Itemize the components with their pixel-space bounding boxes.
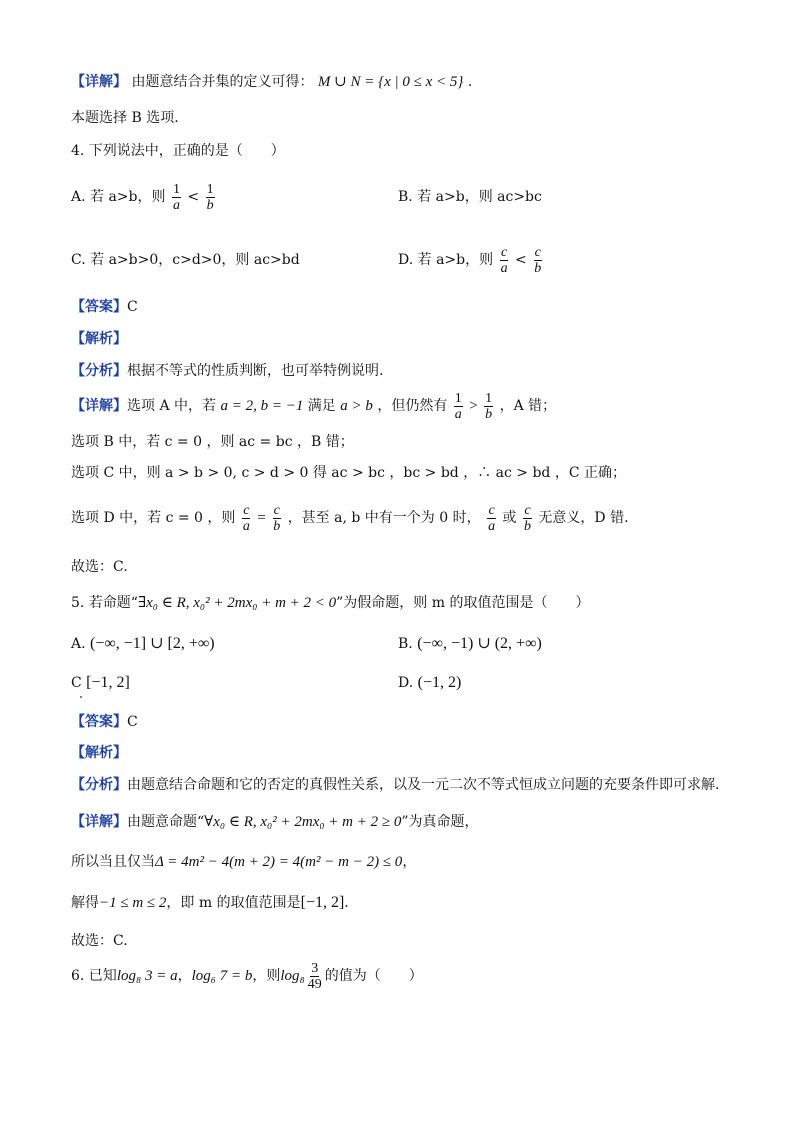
option-text: 若 a>b，则 ac>bc bbox=[417, 189, 542, 205]
option-formula: [−1, 2] bbox=[86, 674, 130, 691]
period: . bbox=[467, 74, 473, 90]
option-text: 若 a>b，则 bbox=[417, 252, 494, 268]
stem-text: 6. 已知 bbox=[71, 968, 117, 984]
analysis-text: 根据不等式的性质判断，也可举特例说明. bbox=[127, 363, 384, 379]
q4-detail-c: 选项 C 中，则 a > b > 0, c > d > 0 得 ac > bc ，bc > bd ，∴ ac > bd ，C 正确； bbox=[71, 465, 626, 481]
q4-choose: 故选：C. bbox=[71, 559, 128, 575]
option-letter: D. bbox=[398, 675, 414, 691]
q5-detail bbox=[71, 812, 479, 832]
answer-value: C bbox=[127, 714, 138, 730]
analysis-tag: 【解析】 bbox=[71, 331, 127, 347]
option-letter: B. bbox=[398, 189, 413, 205]
detail-text: 或 bbox=[502, 510, 517, 526]
q4-detail-b: 选项 B 中，若 c = 0 ，则 ac = bc ，B 错； bbox=[71, 434, 354, 450]
stem-text: 5. 若命题“ bbox=[71, 595, 138, 611]
formula: log₆ 7 = b bbox=[191, 968, 253, 984]
fraction-1-over-b: $\frac{1}{b}$ bbox=[206, 181, 214, 213]
q5-answer bbox=[71, 712, 138, 732]
detail-text: 无意义，D 错. bbox=[538, 510, 629, 526]
q5-option-c bbox=[71, 673, 130, 693]
option-text: 若 a>b，则 bbox=[90, 189, 166, 205]
detail-text: ，即 m 的取值范围是 bbox=[166, 895, 301, 911]
fraction-c-over-b: $\frac{c}{b}$ bbox=[534, 244, 542, 276]
formula: ∃x₀ ∈ R, x₀² + 2mx₀ + m + 2 < 0 bbox=[137, 595, 337, 611]
analysis-sub-tag: 【分析】 bbox=[71, 363, 127, 379]
formula: Δ = 4m² − 4(m + 2) = 4(m² − m − 2) ≤ 0 bbox=[155, 854, 403, 870]
fraction-c-over-a: $\frac{c}{a}$ bbox=[488, 502, 496, 534]
union-formula: M ∪ N = {x | 0 ≤ x < 5} bbox=[317, 74, 464, 90]
detail-text: ”为真命题， bbox=[401, 814, 479, 830]
detail-text: 选项 A 中，若 bbox=[127, 398, 217, 414]
q5-choose: 故选：C. bbox=[71, 933, 128, 949]
fraction-c-over-a: $\frac{c}{a}$ bbox=[242, 502, 250, 534]
analysis-text: 由题意结合命题和它的否定的真假性关系，以及一元二次不等式恒成立问题的充要条件即可求解. bbox=[127, 777, 720, 793]
option-letter: B. bbox=[398, 636, 413, 652]
q4-option-d bbox=[398, 243, 544, 277]
formula: log₈ bbox=[280, 968, 305, 984]
stem-text: 的值为（ ） bbox=[324, 968, 423, 984]
question-6-stem bbox=[71, 958, 423, 994]
option-letter: A. bbox=[71, 636, 86, 652]
stem-text: ，则 bbox=[252, 968, 281, 984]
q5-analysis-line bbox=[71, 775, 719, 795]
detail-tag: 【详解】 bbox=[71, 814, 127, 830]
stray-dot bbox=[80, 696, 82, 698]
analysis-tag: 【解析】 bbox=[71, 745, 127, 761]
fraction-c-over-b: $\frac{c}{b}$ bbox=[273, 502, 281, 534]
detail-text: 由题意结合并集的定义可得： bbox=[131, 74, 314, 90]
answer-tag: 【答案】 bbox=[71, 299, 127, 315]
detail-text: ， bbox=[402, 854, 417, 870]
detail-text: . bbox=[344, 895, 349, 911]
option-letter: D. bbox=[398, 252, 414, 268]
option-formula: (−∞, −1) ∪ (2, +∞) bbox=[417, 635, 542, 652]
detail-line-union bbox=[71, 72, 472, 92]
detail-text: ，A 错； bbox=[499, 398, 557, 414]
fraction-1-over-a: $\frac{1}{a}$ bbox=[454, 390, 462, 422]
detail-text: 所以当且仅当 bbox=[71, 854, 155, 870]
less-than: < bbox=[515, 252, 527, 268]
q5-analysis-tag bbox=[71, 743, 127, 763]
option-formula: (−∞, −1] ∪ [2, +∞) bbox=[90, 635, 215, 652]
q5-option-b bbox=[398, 634, 542, 654]
answer-tag: 【答案】 bbox=[71, 714, 127, 730]
q5-option-d bbox=[398, 673, 461, 693]
formula: ∀x₀ ∈ R, x₀² + 2mx₀ + m + 2 ≥ 0 bbox=[204, 814, 402, 830]
formula: [−1, 2] bbox=[300, 894, 345, 911]
less-than: < bbox=[187, 189, 200, 205]
option-letter: C. bbox=[71, 252, 86, 268]
q4-option-c bbox=[71, 250, 300, 270]
formula: −1 ≤ m ≤ 2 bbox=[99, 895, 167, 911]
detail-tag: 【详解】 bbox=[71, 74, 127, 90]
fraction-c-over-a: $\frac{c}{a}$ bbox=[500, 244, 508, 276]
fraction-c-over-b: $\frac{c}{b}$ bbox=[523, 502, 531, 534]
q4-analysis-line bbox=[71, 361, 383, 381]
formula: log₈ 3 = a bbox=[116, 968, 178, 984]
fraction-1-over-a: $\frac{1}{a}$ bbox=[172, 181, 180, 213]
q5-solve-line bbox=[71, 893, 349, 913]
answer-value: C bbox=[127, 299, 138, 315]
option-text: 若 a>b>0，c>d>0，则 ac>bd bbox=[90, 252, 300, 268]
q5-option-a bbox=[71, 634, 215, 654]
fraction-1-over-b: $\frac{1}{b}$ bbox=[485, 390, 493, 422]
formula: a > b bbox=[340, 398, 373, 414]
option-letter: A. bbox=[71, 189, 86, 205]
q4-option-a bbox=[71, 180, 217, 214]
choose-b-line: 本题选择 B 选项. bbox=[71, 110, 179, 126]
detail-text: ，但仍然有 bbox=[377, 398, 448, 414]
detail-tag: 【详解】 bbox=[71, 398, 127, 414]
detail-text: 选项 D 中，若 c = 0 ，则 bbox=[71, 510, 236, 526]
question-4-stem: 4. 下列说法中，正确的是（ ） bbox=[71, 143, 285, 159]
fraction-3-over-49: $\frac{3}{49}$ bbox=[307, 960, 322, 992]
detail-text: 满足 bbox=[307, 398, 336, 414]
q4-answer bbox=[71, 297, 138, 317]
q4-option-b bbox=[398, 187, 542, 207]
stem-text: ， bbox=[177, 968, 192, 984]
option-formula: (−1, 2) bbox=[417, 674, 462, 691]
stem-text: ”为假命题，则 m 的取值范围是（ ） bbox=[336, 595, 590, 611]
question-5-stem bbox=[71, 593, 589, 613]
option-letter: C bbox=[71, 675, 82, 691]
q4-analysis-tag bbox=[71, 329, 127, 349]
q4-detail-d: 选项 D 中，若 c = 0 ，则 $\frac{c}{a}$ = $\frac{c}{b}$ ，甚至 a, b 中有一个为 0 时， $\frac{c}{a}$ 或 $\frac{c}{b}$ 无意义，D 错. bbox=[71, 502, 629, 534]
detail-text: ，甚至 a, b 中有一个为 0 时， bbox=[287, 510, 481, 526]
analysis-sub-tag: 【分析】 bbox=[71, 777, 127, 793]
formula: a = 2, b = −1 bbox=[220, 398, 304, 414]
detail-text: 解得 bbox=[71, 895, 99, 911]
q5-delta-line bbox=[71, 852, 416, 872]
detail-text: 由题意命题“ bbox=[127, 814, 205, 830]
q4-detail-a: 【详解】选项 A 中，若 a = 2, b = −1 满足 a > b ，但仍然有 $\frac{1}{a}$ > $\frac{1}{b}$ ，A 错； bbox=[71, 390, 557, 422]
